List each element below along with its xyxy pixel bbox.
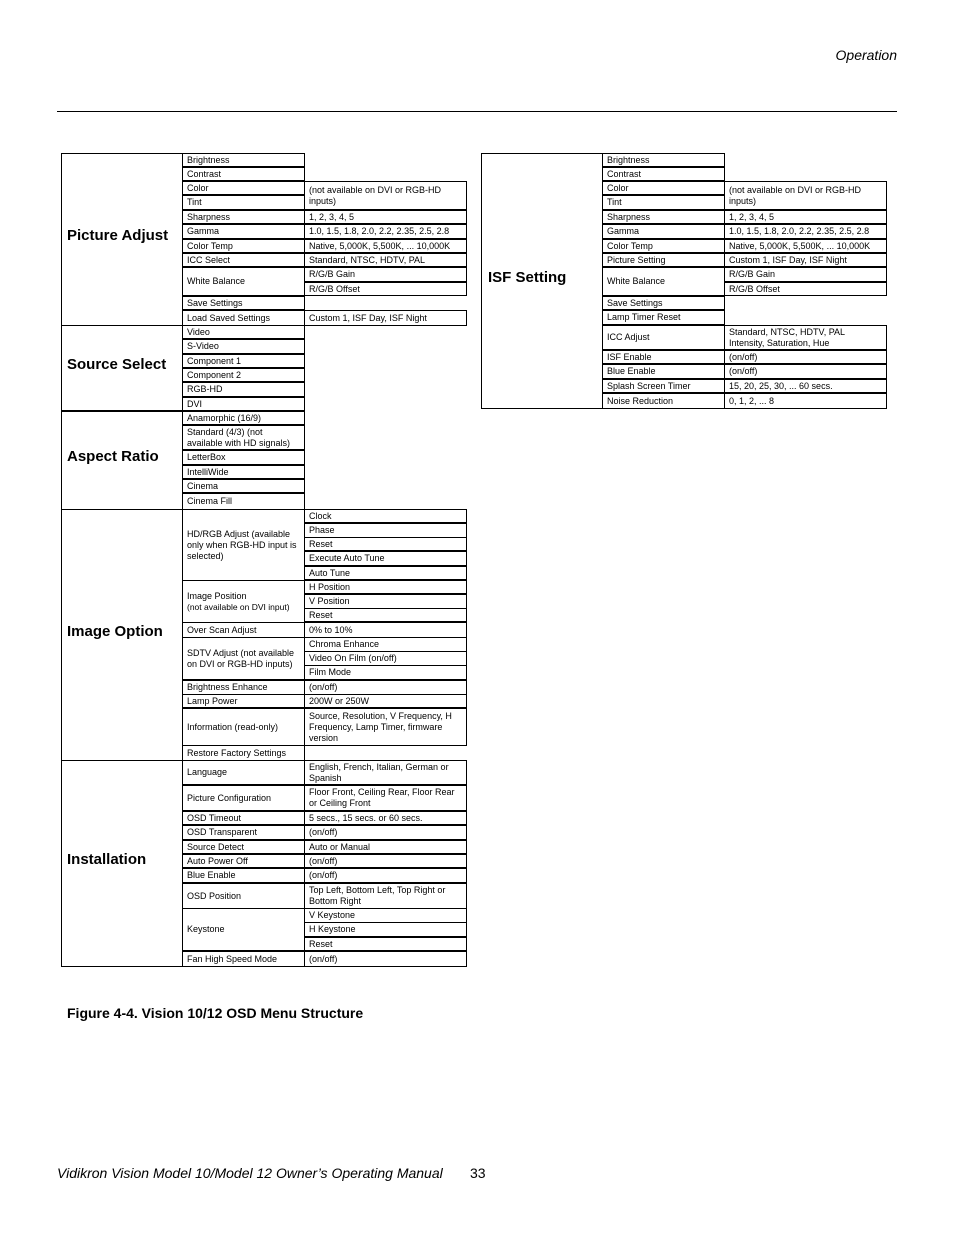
source-select-title: Source Select	[67, 356, 167, 373]
menu-item: OSD Position	[183, 883, 305, 909]
menu-value: Auto or Manual	[305, 840, 467, 854]
menu-value: Chroma Enhance	[305, 637, 467, 652]
menu-value: R/G/B Offset	[725, 282, 887, 296]
menu-item: RGB-HD	[183, 382, 305, 397]
menu-value: Standard, NTSC, HDTV, PAL	[305, 253, 467, 267]
menu-item: Tint	[183, 195, 305, 210]
menu-item: SDTV Adjust (not available on DVI or RGB-HD inputs)	[183, 637, 305, 680]
menu-item: Color Temp	[603, 239, 725, 253]
running-header: Operation	[835, 47, 897, 63]
menu-item: Auto Power Off	[183, 854, 305, 868]
menu-item: Sharpness	[603, 210, 725, 224]
menu-item: Source Detect	[183, 840, 305, 854]
footer-manual-title: Vidikron Vision Model 10/Model 12 Owner’s Operating Manual	[57, 1165, 443, 1181]
menu-item: Color	[603, 181, 725, 195]
menu-item: Brightness	[603, 153, 725, 167]
menu-value: 0, 1, 2, ... 8	[725, 393, 887, 409]
menu-item: Over Scan Adjust	[183, 622, 305, 638]
menu-value: Top Left, Bottom Left, Top Right or Bottom Right	[305, 883, 467, 909]
menu-value: (on/off)	[305, 951, 467, 967]
menu-value: V Position	[305, 594, 467, 609]
menu-item: Information (read-only)	[183, 708, 305, 746]
menu-item: Lamp Timer Reset	[603, 310, 725, 325]
menu-value: 1.0, 1.5, 1.8, 2.0, 2.2, 2.35, 2.5, 2.8	[305, 224, 467, 239]
menu-value: 1, 2, 3, 4, 5	[725, 210, 887, 224]
menu-value: (on/off)	[305, 868, 467, 883]
menu-value: Video On Film (on/off)	[305, 651, 467, 666]
menu-item: Restore Factory Settings	[183, 745, 305, 761]
menu-value: R/G/B Gain	[725, 267, 887, 282]
menu-item: Gamma	[183, 224, 305, 239]
menu-value: Custom 1, ISF Day, ISF Night	[305, 310, 467, 326]
menu-value: 5 secs., 15 secs. or 60 secs.	[305, 811, 467, 825]
menu-item: ISF Enable	[603, 350, 725, 364]
menu-item: S-Video	[183, 339, 305, 354]
aspect-ratio-title: Aspect Ratio	[67, 448, 159, 465]
menu-value: Source, Resolution, V Frequency, H Frequency, Lamp Timer, firmware version	[305, 708, 467, 746]
menu-item: Blue Enable	[183, 868, 305, 883]
menu-item: Splash Screen Timer	[603, 379, 725, 393]
menu-item: Blue Enable	[603, 364, 725, 379]
image-position-label: Image Position	[187, 590, 247, 601]
menu-value: (not available on DVI or RGB-HD inputs)	[305, 181, 467, 210]
menu-item: Color	[183, 181, 305, 195]
menu-value: (on/off)	[725, 364, 887, 379]
menu-value: English, French, Italian, German or Spanish	[305, 760, 467, 785]
figure-caption: Figure 4-4. Vision 10/12 OSD Menu Structure	[67, 1005, 364, 1021]
menu-value: Film Mode	[305, 665, 467, 680]
menu-item: Picture Setting	[603, 253, 725, 267]
menu-value: 15, 20, 25, 30, ... 60 secs.	[725, 379, 887, 393]
menu-item: Component 2	[183, 368, 305, 382]
menu-item: ICC Adjust	[603, 325, 725, 350]
menu-item: Noise Reduction	[603, 393, 725, 409]
menu-item: Save Settings	[603, 296, 725, 310]
menu-value: Clock	[305, 509, 467, 523]
menu-item: Tint	[603, 195, 725, 210]
menu-item: Video	[183, 325, 305, 339]
installation-title: Installation	[67, 851, 147, 868]
picture-adjust-title: Picture Adjust	[67, 227, 169, 244]
menu-item: White Balance	[183, 267, 305, 296]
menu-value: Reset	[305, 608, 467, 622]
menu-value: (on/off)	[305, 680, 467, 695]
menu-value: V Keystone	[305, 908, 467, 923]
menu-item: Anamorphic (16/9)	[183, 411, 305, 425]
menu-item	[183, 580, 305, 623]
menu-item: Contrast	[603, 167, 725, 181]
menu-value: Phase	[305, 523, 467, 538]
menu-value: Reset	[305, 537, 467, 551]
page-number: 33	[470, 1165, 486, 1181]
menu-value: Custom 1, ISF Day, ISF Night	[725, 253, 887, 267]
menu-item: Cinema Fill	[183, 493, 305, 510]
header-rule	[57, 111, 897, 112]
menu-item: White Balance	[603, 267, 725, 296]
menu-value: (on/off)	[725, 350, 887, 364]
menu-value: Native, 5,000K, 5,500K, ... 10,000K	[305, 239, 467, 253]
menu-value: 200W or 250W	[305, 694, 467, 708]
menu-item: Brightness	[183, 153, 305, 167]
menu-item: HD/RGB Adjust (available only when RGB-HD input is selected)	[183, 509, 305, 581]
menu-item: Sharpness	[183, 210, 305, 224]
menu-value: R/G/B Offset	[305, 282, 467, 296]
menu-item: OSD Transparent	[183, 825, 305, 840]
menu-value: (on/off)	[305, 854, 467, 868]
menu-item: Color Temp	[183, 239, 305, 253]
menu-value: 1, 2, 3, 4, 5	[305, 210, 467, 224]
menu-item: Save Settings	[183, 296, 305, 310]
menu-item: Language	[183, 760, 305, 785]
menu-value: 0% to 10%	[305, 622, 467, 638]
menu-value: Execute Auto Tune	[305, 551, 467, 566]
menu-value: Auto Tune	[305, 566, 467, 580]
menu-item: OSD Timeout	[183, 811, 305, 825]
menu-value: (on/off)	[305, 825, 467, 840]
menu-item: Contrast	[183, 167, 305, 181]
menu-item: LetterBox	[183, 450, 305, 465]
menu-item: Component 1	[183, 354, 305, 368]
menu-item: Picture Configuration	[183, 785, 305, 811]
menu-item: Gamma	[603, 224, 725, 239]
menu-item: Lamp Power	[183, 694, 305, 708]
menu-value: R/G/B Gain	[305, 267, 467, 282]
menu-value: (not available on DVI or RGB-HD inputs)	[725, 181, 887, 210]
menu-item: Fan High Speed Mode	[183, 951, 305, 967]
menu-value: H Keystone	[305, 922, 467, 937]
menu-item: Standard (4/3) (not available with HD signals)	[183, 425, 305, 450]
isf-setting-title: ISF Setting	[488, 269, 567, 286]
menu-value: 1.0, 1.5, 1.8, 2.0, 2.2, 2.35, 2.5, 2.8	[725, 224, 887, 239]
menu-value: Reset	[305, 937, 467, 951]
menu-value: H Position	[305, 580, 467, 594]
menu-item: DVI	[183, 397, 305, 411]
menu-value: Native, 5,000K, 5,500K, ... 10,000K	[725, 239, 887, 253]
menu-item: Keystone	[183, 908, 305, 951]
menu-value: Floor Front, Ceiling Rear, Floor Rear or Ceiling Front	[305, 785, 467, 811]
menu-item: Load Saved Settings	[183, 310, 305, 326]
menu-value: Standard, NTSC, HDTV, PAL Intensity, Saturation, Hue	[725, 325, 887, 350]
menu-item: Brightness Enhance	[183, 680, 305, 695]
menu-item: ICC Select	[183, 253, 305, 267]
image-option-title: Image Option	[67, 623, 163, 640]
menu-item: IntelliWide	[183, 465, 305, 479]
image-position-note: (not available on DVI input)	[187, 601, 290, 612]
menu-item: Cinema	[183, 479, 305, 493]
